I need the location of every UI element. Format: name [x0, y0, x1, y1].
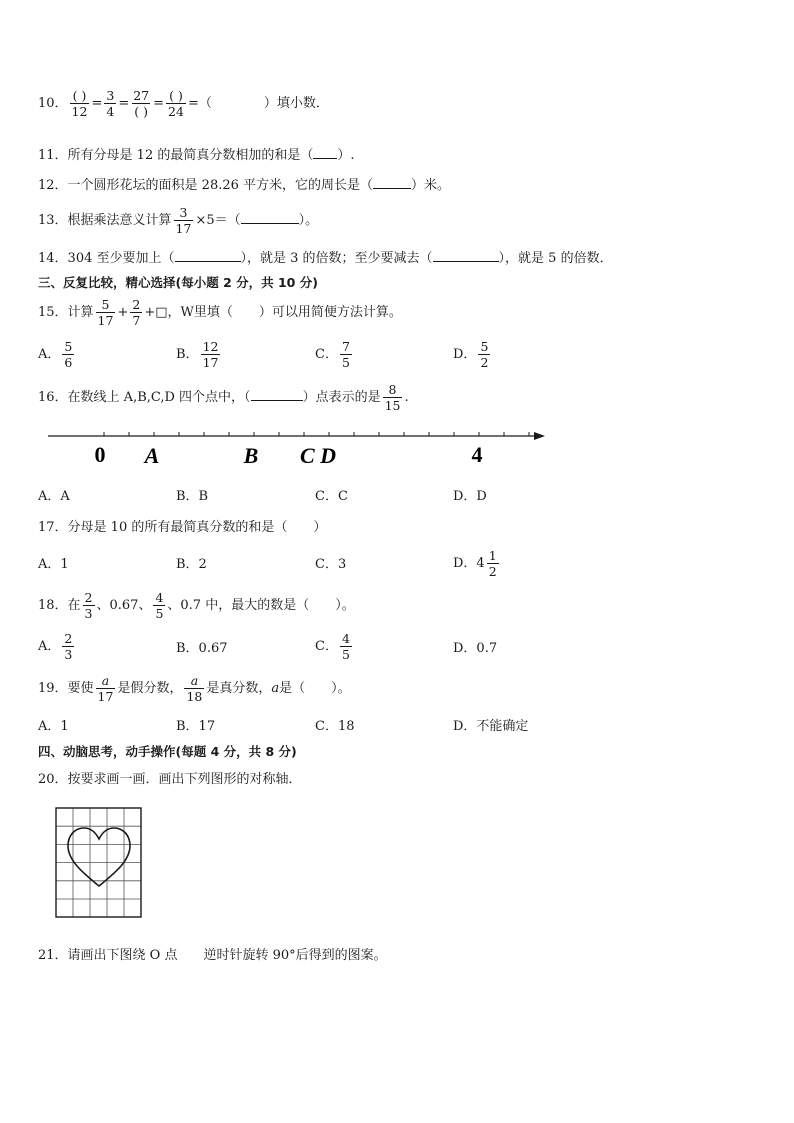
q16-option-a[interactable]: A．A — [38, 489, 70, 504]
q15-fraction-2: $\frac{2}{7}$ — [132, 297, 141, 328]
q19-option-c[interactable]: C．18 — [315, 719, 355, 734]
answer-blank[interactable] — [433, 249, 499, 262]
question-20: 20．按要求画一画．画出下列图形的对称轴． — [38, 772, 302, 787]
q17-option-b[interactable]: B．2 — [176, 557, 207, 572]
q17-option-c[interactable]: C．3 — [315, 557, 347, 572]
q10-fraction-3: $\frac{27}{( )}$ — [133, 88, 150, 119]
q10-fraction-4: $\frac{( )}{24}$ — [168, 88, 184, 119]
label-four: 4 — [471, 442, 483, 467]
question-12: 12．一个圆形花坛的面积是 28.26 平方米，它的周长是（ ）米。 — [38, 178, 451, 193]
question-17: 17．分母是 10 的所有最简真分数的和是（ ） — [38, 520, 327, 535]
q19-option-a[interactable]: A．1 — [38, 719, 69, 734]
q10-number: 10． — [38, 96, 68, 111]
answer-blank[interactable] — [241, 211, 299, 224]
question-15: 15．计算 $\frac{5}{17}$ + $\frac{2}{7}$ +□，W里填（ ）可以用简便方法计算。 — [38, 297, 402, 328]
q10-tail: =（ ）填小数． — [187, 96, 329, 111]
heart-grid-figure — [54, 806, 144, 920]
q17-option-d[interactable]: D．4 $\frac{1}{2}$ — [453, 548, 497, 579]
q15-option-c[interactable]: C． $\frac{7}{5}$ — [315, 339, 350, 370]
question-18: 18．在 $\frac{2}{3}$ 、0.67、 $\frac{4}{5}$ 、0.7 中，最大的数是（ ）。 — [38, 590, 355, 621]
label-cd: C D — [299, 443, 337, 468]
q17-option-a[interactable]: A．1 — [38, 557, 69, 572]
q18-option-b[interactable]: B．0.67 — [176, 641, 228, 656]
q10-fraction-1: $\frac{( )}{12}$ — [71, 88, 88, 119]
question-11: 11．所有分母是 12 的最简真分数相加的和是（ ）. — [38, 148, 355, 163]
q16-fraction: $\frac{8}{15}$ — [384, 382, 401, 413]
q15-option-d[interactable]: D． $\frac{5}{2}$ — [453, 339, 489, 370]
q15-option-b[interactable]: B． $\frac{12}{17}$ — [176, 339, 219, 370]
answer-blank[interactable] — [373, 176, 411, 189]
q10-fraction-2: $\frac{3}{4}$ — [106, 88, 115, 119]
section-3-heading: 三、反复比较，精心选择(每小题 2 分，共 10 分) — [38, 275, 318, 290]
q15-fraction-1: $\frac{5}{17}$ — [97, 297, 114, 328]
answer-blank[interactable] — [175, 249, 241, 262]
q19-option-b[interactable]: B．17 — [176, 719, 216, 734]
heart-shape — [68, 828, 130, 886]
question-10: 10． $\frac{( )}{12}$ = $\frac{3}{4}$ = $\frac{27}{( )}$ = $\frac{( )}{24}$ =（ ）填小数． — [38, 88, 329, 119]
answer-blank[interactable] — [251, 388, 303, 401]
question-21: 21．请画出下图绕 O 点 逆时针旋转 90°后得到的图案。 — [38, 948, 387, 963]
number-line-arrow — [534, 432, 545, 440]
q18-option-a[interactable]: A． $\frac{2}{3}$ — [38, 631, 73, 662]
section-4-heading: 四、动脑思考，动手操作(每题 4 分，共 8 分) — [38, 744, 297, 759]
q19-option-d[interactable]: D．不能确定 — [453, 719, 529, 734]
q13-fraction: $\frac{3}{17}$ — [175, 205, 192, 236]
question-13: 13．根据乘法意义计算 $\frac{3}{17}$ ×5＝（ ）。 — [38, 205, 319, 236]
q16-option-b[interactable]: B．B — [176, 489, 209, 504]
question-19: 19．要使 $\frac{a}{17}$ 是假分数， $\frac{a}{18}$ 是真分数，a是（ ）。 — [38, 673, 351, 704]
q15-option-a[interactable]: A． $\frac{5}{6}$ — [38, 339, 73, 370]
answer-blank[interactable] — [313, 146, 337, 159]
q18-option-c[interactable]: C． $\frac{4}{5}$ — [315, 631, 350, 662]
number-line — [0, 420, 794, 470]
question-14: 14．304 至少要加上（ ），就是 3 的倍数；至少要减去（ ），就是 5 的倍数． — [38, 251, 613, 266]
question-16: 16．在数线上 A,B,C,D 四个点中，（ ）点表示的是 $\frac{8}{15}$ . — [38, 382, 409, 413]
q18-option-d[interactable]: D．0.7 — [453, 641, 498, 656]
label-zero: 0 — [94, 442, 106, 467]
label-a: A — [144, 443, 160, 468]
q16-option-c[interactable]: C．C — [315, 489, 348, 504]
grid-lines — [56, 808, 141, 917]
label-b: B — [243, 443, 259, 468]
q16-option-d[interactable]: D．D — [453, 489, 487, 504]
